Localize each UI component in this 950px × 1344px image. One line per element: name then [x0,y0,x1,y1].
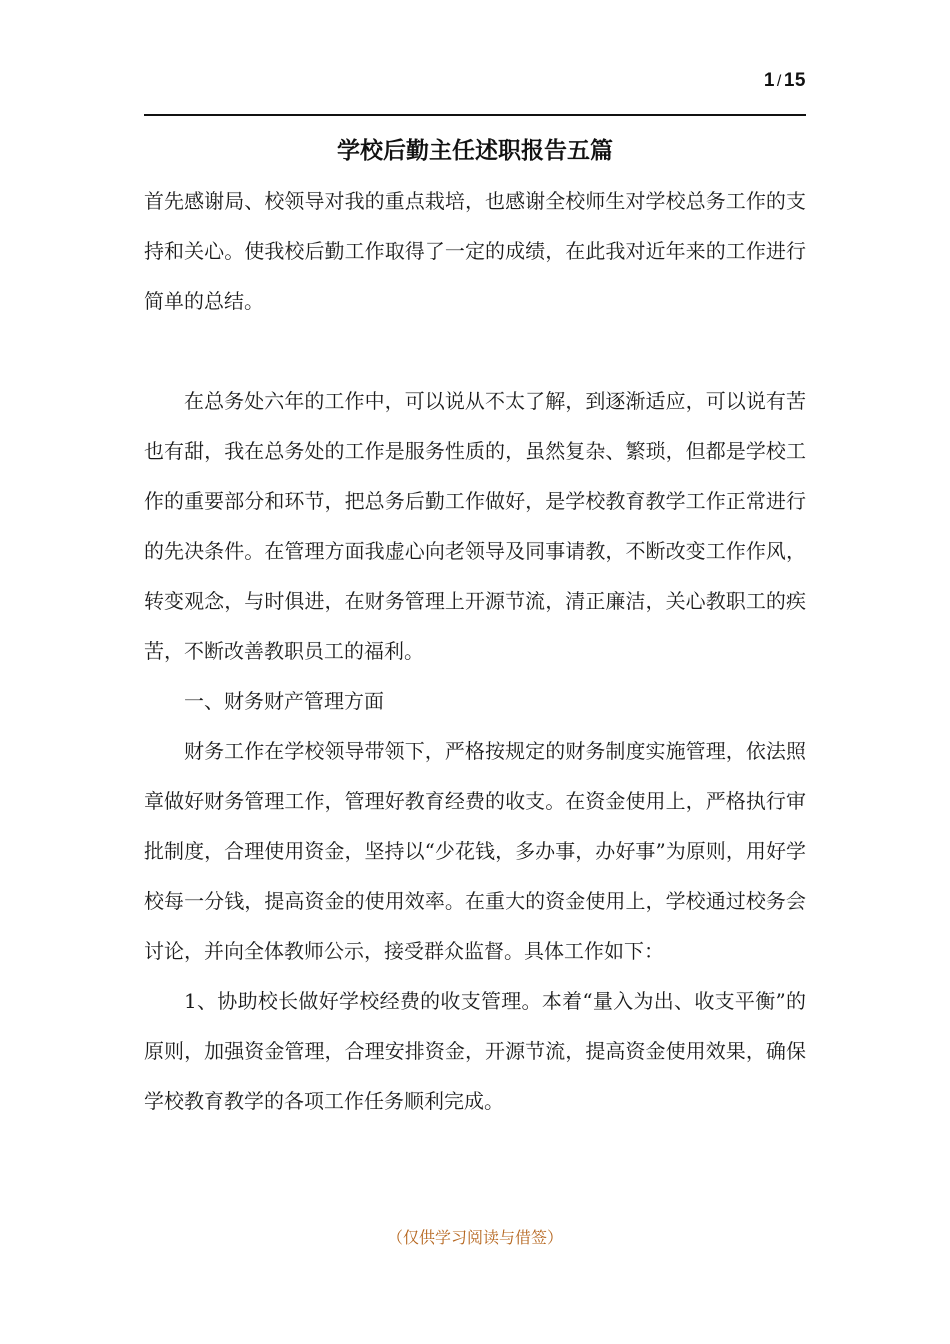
paragraph-item-1: 1、协助校长做好学校经费的收支管理。本着“量入为出、收支平衡”的原则，加强资金管理，合理安排资金，开源节流，提高资金使用效果，确保学校教育教学的各项工作任务顺利完成。 [144,989,806,1113]
paragraph-intro: 首先感谢局、校领导对我的重点栽培，也感谢全校师生对学校总务工作的支持和关心。使我校后勤工作取得了一定的成绩，在此我对近年来的工作进行简单的总结。 [144,189,806,313]
header-rule [144,114,806,116]
section-heading-finance: 一、财务财产管理方面 [184,689,384,713]
paragraph-gap [144,326,806,376]
page-total: 15 [783,70,806,91]
page-current: 1 [763,70,775,91]
document-body [144,176,806,1126]
page-number [764,70,806,92]
document-title: 学校后勤主任述职报告五篇 [337,137,613,164]
paragraph-overview: 在总务处六年的工作中，可以说从不太了解，到逐渐适应，可以说有苦也有甜，我在总务处的工作是服务性质的，虽然复杂、繁琐，但都是学校工作的重要部分和环节，把总务后勤工作做好，是学校教育教学工作正常进行的先决条件。在管理方面我虚心向老领导及同事请教，不断改变工作作风，转变观念，与时俱进，在财务管理上开源节流，清正廉洁，关心教职工的疾苦，不断改善教职员工的福利。 [144,389,806,663]
paragraph-finance: 财务工作在学校领导带领下，严格按规定的财务制度实施管理，依法照章做好财务管理工作，管理好教育经费的收支。在资金使用上，严格执行审批制度，合理使用资金，坚持以“少花钱，多办事，办好事”为原则，用好学校每一分钱，提高资金的使用效率。在重大的资金使用上，学校通过校务会讨论，并向全体教师公示，接受群众监督。具体工作如下： [144,739,806,963]
footer-note: （仅供学习阅读与借签） [386,1228,563,1247]
page-separator: / [776,73,782,90]
